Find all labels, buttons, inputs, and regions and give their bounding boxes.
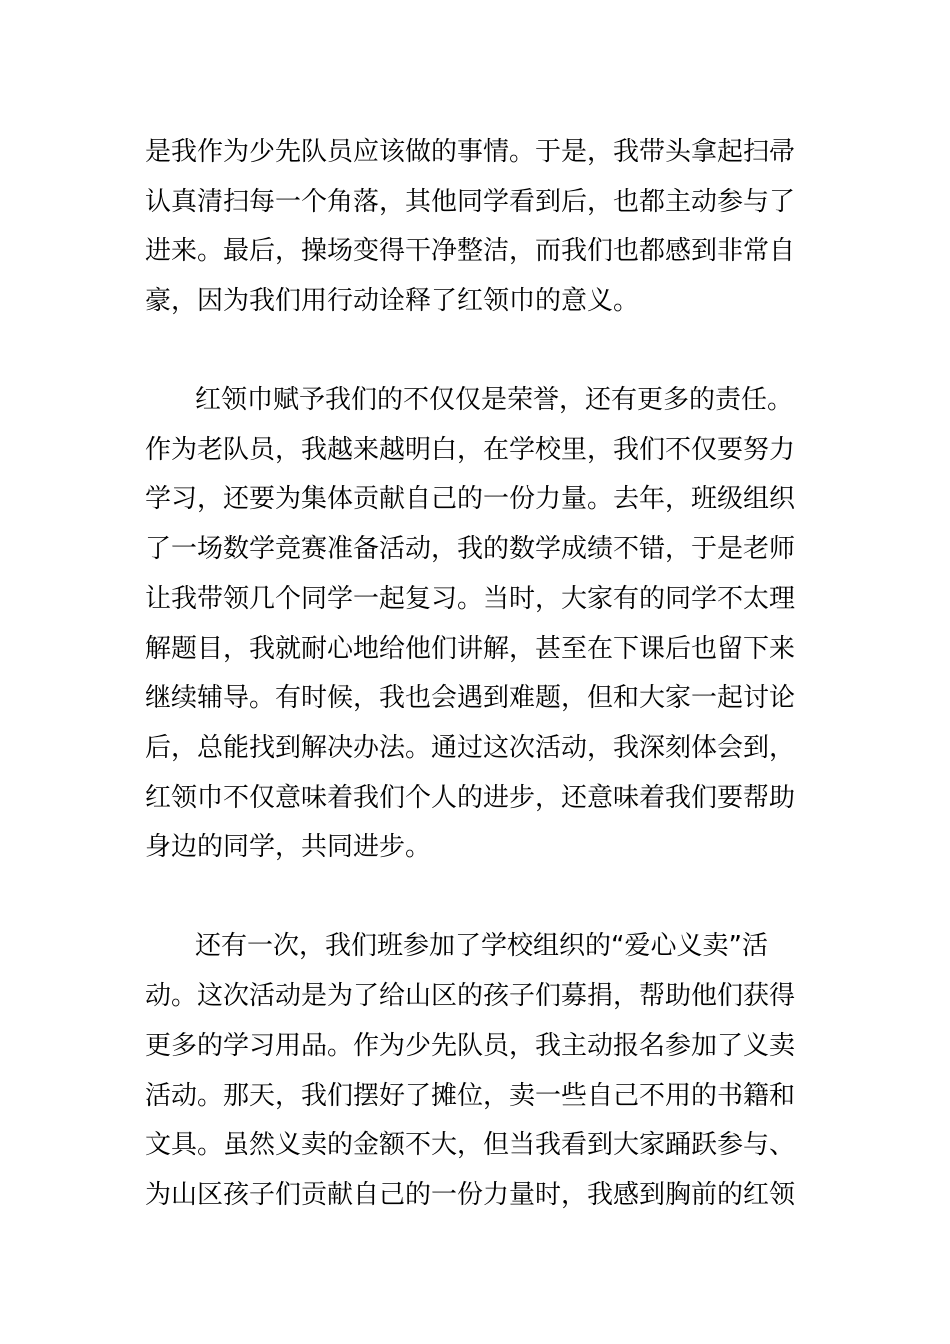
paragraph-3-line-3: 更多的学习用品。作为少先队员，我主动报名参加了义卖 bbox=[145, 1031, 796, 1061]
paragraph-2-line-8: 后，总能找到解决办法。通过这次活动，我深刻体会到， bbox=[145, 733, 796, 763]
paragraph-1-line-4: 豪，因为我们用行动诠释了红领巾的意义。 bbox=[145, 286, 640, 316]
paragraph-1-line-1: 是我作为少先队员应该做的事情。于是，我带头拿起扫帚 bbox=[145, 137, 796, 167]
paragraph-2-line-7: 继续辅导。有时候，我也会遇到难题，但和大家一起讨论 bbox=[145, 683, 796, 713]
paragraph-3-line-2: 动。这次活动是为了给山区的孩子们募捐，帮助他们获得 bbox=[145, 981, 796, 1011]
paragraph-2-line-5: 让我带领几个同学一起复习。当时，大家有的同学不太理 bbox=[145, 584, 796, 614]
paragraph-3-line-4: 活动。那天，我们摆好了摊位，卖一些自己不用的书籍和 bbox=[145, 1081, 796, 1111]
paragraph-3-line-1: 还有一次，我们班参加了学校组织的“爱心义卖”活 bbox=[195, 931, 768, 961]
paragraph-2-line-9: 红领巾不仅意味着我们个人的进步，还意味着我们要帮助 bbox=[145, 783, 796, 813]
paragraph-2-line-4: 了一场数学竞赛准备活动，我的数学成绩不错，于是老师 bbox=[145, 534, 796, 564]
paragraph-2-line-1: 红领巾赋予我们的不仅仅是荣誉，还有更多的责任。 bbox=[195, 385, 794, 415]
paragraph-2-line-2: 作为老队员，我越来越明白，在学校里，我们不仅要努力 bbox=[145, 435, 796, 465]
paragraph-3-line-5: 文具。虽然义卖的金额不大，但当我看到大家踊跃参与、 bbox=[145, 1130, 796, 1160]
paragraph-2-line-3: 学习，还要为集体贡献自己的一份力量。去年，班级组织 bbox=[145, 484, 796, 514]
paragraph-1-line-2: 认真清扫每一个角落，其他同学看到后，也都主动参与了 bbox=[145, 187, 796, 217]
paragraph-2-line-10: 身边的同学，共同进步。 bbox=[145, 832, 432, 862]
paragraph-1-line-3: 进来。最后，操场变得干净整洁，而我们也都感到非常自 bbox=[145, 236, 796, 266]
paragraph-3-line-6: 为山区孩子们贡献自己的一份力量时，我感到胸前的红领 bbox=[145, 1180, 796, 1210]
paragraph-2-line-6: 解题目，我就耐心地给他们讲解，甚至在下课后也留下来 bbox=[145, 634, 796, 664]
